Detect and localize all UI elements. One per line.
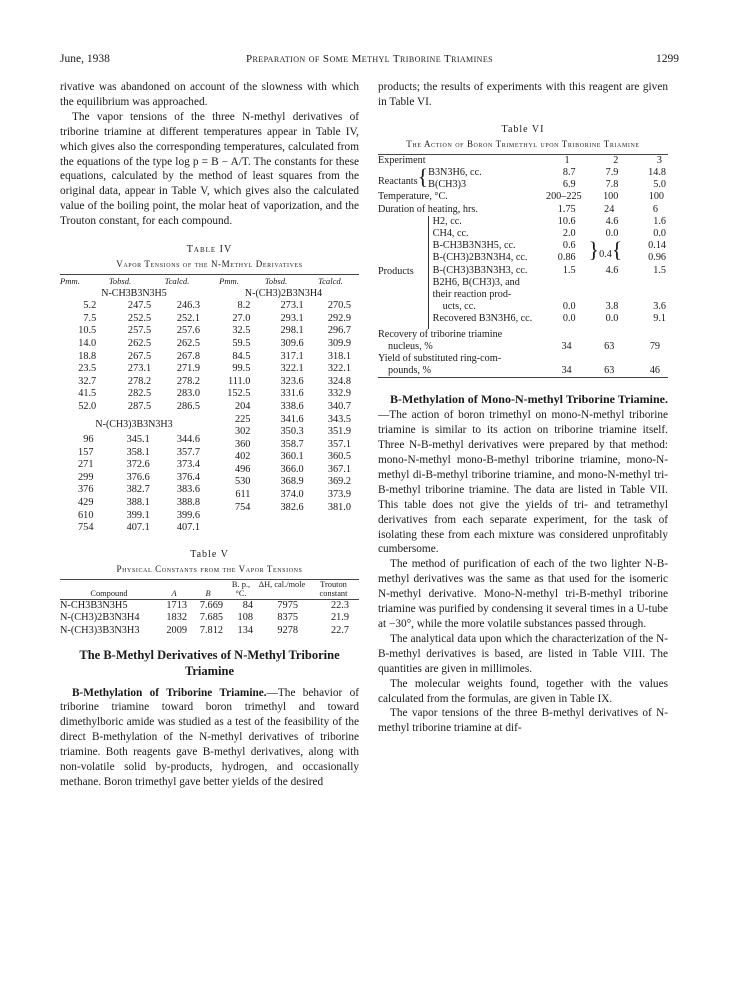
table-cell: 351.9 (327, 426, 351, 438)
table-cell: 6.9 (562, 179, 576, 191)
table-cell: 6 (652, 203, 658, 215)
table-cell: 200–225 (545, 191, 582, 203)
paragraph (378, 392, 668, 557)
table-row (208, 388, 359, 401)
row-label (378, 164, 429, 191)
table-cell: 292.9 (327, 312, 351, 324)
table-row (60, 313, 208, 326)
table-row (208, 464, 359, 477)
table-iv (60, 274, 359, 535)
table-cell: 331.6 (280, 388, 304, 400)
merged-value: 0.4 (599, 249, 612, 261)
table-cell: 18.8 (78, 350, 97, 362)
table-row (208, 476, 359, 489)
table-cell: 383.6 (176, 484, 200, 496)
table-cell: 323.6 (280, 375, 304, 387)
table-cell: 3.6 (653, 301, 666, 313)
table-row (208, 439, 359, 452)
table-row (208, 300, 359, 313)
table-row (208, 325, 359, 338)
table-cell: 369.2 (327, 476, 351, 488)
table-cell: 273.1 (127, 363, 152, 375)
row-label: pounds, % (388, 365, 432, 377)
section-heading: The B-Methyl Derivatives of N-Methyl Triborine Triamine (79, 647, 340, 678)
compound-name: N-(CH3)3B3N3H3 (60, 624, 140, 636)
table-cell: 7.5 (83, 312, 97, 324)
paragraph: rivative was abandoned on account of the slowness with which the equilibrium was approached. (60, 81, 359, 108)
table-cell: 388.1 (126, 497, 150, 509)
table-row (208, 351, 359, 364)
table-header: ΔH, cal./mole (258, 579, 306, 589)
table-cell: 252.5 (127, 312, 152, 324)
table-cell: 530 (234, 476, 251, 488)
row-label: Recovered B3N3H6, cc. (432, 313, 533, 325)
table-cell: 278.2 (176, 375, 200, 387)
table-cell: 358.7 (280, 438, 304, 450)
table-cell: 0.6 (562, 240, 576, 252)
table-cell: 611 (235, 489, 251, 501)
table-cell: 399.1 (126, 509, 150, 521)
row-label: their reaction prod- (432, 288, 512, 300)
table-cell: 345.1 (126, 434, 150, 446)
table-cell: 108 (237, 612, 253, 624)
row-label: Experiment (378, 154, 426, 166)
table-cell: 1.75 (557, 203, 576, 215)
table-cell: 225 (234, 413, 251, 425)
table-cell: 4.6 (605, 264, 619, 276)
row-label: Yield of substituted ring-com- (378, 352, 502, 364)
table-v-title: Table V (190, 548, 229, 560)
table-cell: 302 (234, 426, 251, 438)
row-label: CH4, cc. (432, 227, 469, 239)
table-cell: 9278 (277, 624, 298, 636)
table-cell: 360.5 (327, 451, 351, 463)
table-row (60, 376, 208, 389)
table-cell: 1.5 (562, 264, 576, 276)
table-cell: 84.5 (232, 350, 251, 362)
table-cell: 9.1 (653, 313, 666, 325)
table-row (60, 401, 208, 414)
table-cell: 262.5 (176, 337, 200, 349)
row-label: Temperature, °C. (378, 191, 448, 203)
table-cell: 270.5 (327, 300, 351, 312)
table-cell: 293.1 (280, 312, 304, 324)
left-column (60, 80, 359, 790)
table-cell: 374.0 (280, 489, 304, 501)
table-cell: 100 (648, 191, 664, 203)
table-cell: 2 (613, 154, 619, 166)
paragraph: The method of purification of each of the two lighter N-B-methyl derivatives was the same as that used for the isomeric N-methyl derivative. Mono-N-methyl tri-B-methyl triborine triamine was purified by condensing it several times in a U-tube at −30°, while the more volatile substances passed through. (378, 558, 668, 630)
paragraph: The molecular weights found, together with the values calculated from the formulas, are given in Table IX. (378, 677, 668, 705)
table-cell: 10.5 (78, 325, 97, 337)
paragraph: products; the results of experiments with this reagent are given in Table VI. (378, 81, 668, 108)
table-cell: 8.7 (562, 166, 576, 178)
table-cell: 79 (649, 340, 660, 352)
table-cell: 299 (78, 471, 94, 483)
table-vi-caption: The Action of Boron Trimethyl upon Triborine Triamine (406, 138, 640, 149)
table-row (208, 451, 359, 464)
table-cell: 1.6 (653, 215, 666, 227)
table-cell: 99.5 (232, 363, 251, 375)
table-row (60, 522, 208, 535)
table-iv-title: Table IV (186, 244, 233, 256)
brace-glyph: } (588, 237, 600, 263)
table-row (60, 447, 208, 460)
table-cell: 372.6 (126, 459, 150, 471)
table-header: Tcalcd. (164, 275, 190, 286)
table-cell: 7.812 (199, 624, 223, 636)
table-cell: 262.5 (127, 337, 152, 349)
table-cell: 388.8 (176, 497, 200, 509)
table-row (60, 472, 208, 485)
table-cell: 2009 (166, 624, 187, 636)
table-cell: 3.8 (605, 301, 619, 313)
compound-header: N-CH3B3N3H5 (101, 287, 167, 299)
table-row (208, 502, 359, 515)
table-row (208, 426, 359, 439)
table-cell: 14.0 (78, 337, 97, 349)
table-cell: 34 (561, 365, 572, 377)
table-cell: 0.0 (562, 313, 576, 325)
table-cell: 1713 (166, 599, 187, 611)
table-cell: 344.6 (176, 434, 200, 446)
compound-header: N-(CH3)2B3N3H4 (244, 287, 323, 299)
paragraph-text: —The behavior of triborine triamine toward boron trimethyl and toward dimethylboric amide was studied as a test of the feasibility of the direct B-methylation of the N-methyl derivatives of triborine triamine. Both reagents gave B-methyl derivatives, along with non-volatile solid by-products, hydrogen, and occasionally methane. Boron trimethyl gave better yields of the desired (60, 686, 359, 788)
table-cell: 4.6 (605, 215, 619, 227)
table-cell: 2.0 (562, 227, 576, 239)
table-cell: 34 (561, 340, 572, 352)
table-cell: 8375 (277, 612, 298, 624)
table-cell: 257.6 (176, 325, 200, 337)
table-row (60, 351, 208, 364)
table-cell: 21.9 (330, 612, 349, 624)
brace-glyph: { (417, 164, 429, 190)
brace-glyph: { (611, 237, 623, 263)
table-cell: 382.7 (126, 484, 150, 496)
run-in-heading: B-Methylation of Triborine Triamine. (72, 686, 267, 699)
table-v (60, 579, 359, 638)
row-label: ucts, cc. (442, 301, 476, 313)
table-cell: 52.0 (78, 400, 97, 412)
compound-name: N-CH3B3N3H5 (60, 599, 128, 611)
table-cell: 46 (649, 365, 660, 377)
table-iv-caption: Vapor Tensions of the N-Methyl Derivatives (116, 258, 303, 269)
row-label: B-(CH3)2B3N3H4, cc. (432, 252, 528, 264)
page-number: 1299 (656, 53, 679, 65)
table-cell: 376 (78, 484, 94, 496)
table-row (208, 414, 359, 427)
table-cell: 399.6 (176, 509, 200, 521)
table-cell: 3 (656, 154, 662, 166)
row-label: nucleus, % (388, 340, 433, 352)
table-cell: 32.5 (232, 325, 251, 337)
table-cell: 429 (78, 497, 94, 509)
table-cell: 340.7 (327, 400, 351, 412)
table-cell: 0.14 (648, 240, 666, 252)
right-column (378, 80, 668, 736)
row-label: H2, cc. (432, 215, 462, 227)
table-cell: 5.0 (653, 179, 666, 191)
compound-name: N-(CH3)2B3N3H4 (60, 612, 140, 624)
table-row (60, 459, 208, 472)
table-cell: 152.5 (227, 388, 251, 400)
table-cell: 278.2 (127, 375, 152, 387)
header-title: Preparation of Some Methyl Triborine Triamines (246, 53, 493, 65)
table-cell: 267.8 (176, 350, 200, 362)
table-cell: 273.1 (280, 300, 304, 312)
table-row (60, 338, 208, 351)
table-row (60, 434, 208, 447)
table-cell: 96 (83, 434, 94, 446)
table-cell: 1 (564, 154, 570, 166)
compound-header: N-(CH3)3B3N3H3 (95, 418, 173, 430)
table-cell: 23.5 (78, 363, 97, 375)
table-cell: 283.0 (176, 388, 200, 400)
table-cell: 246.3 (176, 300, 200, 312)
table-row (60, 363, 208, 376)
reactants-label: Reactants (378, 176, 418, 188)
table-cell: 282.5 (127, 388, 152, 400)
table-cell: 296.7 (327, 325, 351, 337)
table-cell: 7.685 (199, 612, 223, 624)
paragraph: The vapor tensions of the three N-methyl derivatives of triborine triamine at different temperatures appear in Table IV, which gives also the corresponding temperatures, calculated from the equations of the type log p = B − A/T. The constants for these equations, calculated by the method of least squares from the original data, appear in Table V, which gives also the calculated value of the boiling point, the molar heat of vaporization, and the Trouton constant, for each compound. (60, 110, 359, 228)
row-label: Products (378, 216, 428, 329)
table-cell: 59.5 (232, 337, 251, 349)
table-header: Tcalcd. (318, 275, 343, 286)
table-v-caption: Physical Constants from the Vapor Tensions (116, 563, 303, 574)
row-label: B-CH3B3N3H5, cc. (432, 240, 516, 252)
running-header (60, 52, 679, 66)
table-cell: 360 (234, 438, 251, 450)
table-cell: 247.5 (127, 300, 152, 312)
table-cell: 496 (234, 463, 251, 475)
table-header: Compound (90, 589, 128, 599)
table-row (208, 401, 359, 414)
table-cell: 754 (234, 501, 251, 513)
table-cell: 366.0 (280, 463, 304, 475)
table-header: Trouton constant (319, 579, 348, 599)
table-row (60, 497, 208, 510)
table-iv-block-a (60, 300, 208, 413)
table-cell: 7.8 (605, 179, 619, 191)
table-cell: 84 (242, 599, 253, 611)
table-cell: 24 (604, 203, 615, 215)
row-label: B2H6, B(CH3)3, and (432, 276, 520, 288)
table-cell: 257.5 (127, 325, 152, 337)
table-row (60, 599, 359, 612)
table-cell: 318.1 (327, 350, 351, 362)
table-cell: 382.6 (280, 501, 304, 513)
table-cell: 157 (78, 446, 94, 458)
table-cell: 367.1 (327, 463, 351, 475)
row-label: B-(CH3)3B3N3H3, cc. (432, 264, 528, 276)
table-cell: 10.6 (557, 215, 576, 227)
table-cell: 373.9 (327, 489, 351, 501)
table-cell: 298.1 (280, 325, 304, 337)
table-cell: 22.3 (330, 599, 349, 611)
table-cell: 22.7 (330, 624, 349, 636)
table-cell: 322.1 (280, 363, 304, 375)
table-cell: 0.0 (605, 227, 619, 239)
table-cell: 357.1 (327, 438, 351, 450)
table-cell: 402 (234, 451, 251, 463)
table-cell: 0.0 (562, 301, 576, 313)
table-cell: 317.1 (280, 350, 304, 362)
table-cell: 322.1 (327, 363, 351, 375)
table-cell: 8.2 (237, 300, 251, 312)
table-cell: 32.7 (78, 375, 97, 387)
table-cell: 271.9 (176, 363, 200, 375)
table-cell: 7975 (277, 599, 298, 611)
table-header: Pmm. (219, 275, 239, 286)
table-cell: 5.2 (83, 300, 97, 312)
table-cell: 332.9 (327, 388, 351, 400)
table-row (60, 300, 208, 313)
table-row (60, 484, 208, 497)
table-header: Tobsd. (108, 275, 132, 286)
table-cell: 309.6 (280, 337, 304, 349)
table-cell: 407.1 (126, 522, 150, 534)
paragraph-text: —The action of boron trimethyl on mono-N-methyl triborine triamine is similar to its action on triborine triamine itself. Three N-B-methyl derivatives were prepared by that method: mono-N-methyl mono-B-methyl triborine triamine, mono-N-methyl di-B-methyl triborine triamine, and mono-N-methyl tri-B-methyl triborine triamine. The data are listed in Table VII. This table does not give the yields of tri- and tetramethyl derivatives from each separate experiment, for the task of isolating these from each mixture was considered unprofitably cumbersome. (378, 409, 668, 556)
table-cell: 324.8 (327, 375, 351, 387)
table-cell: 360.1 (280, 451, 304, 463)
row-label: B3N3H6, cc. (428, 166, 482, 178)
table-vi (378, 154, 668, 379)
table-row (60, 325, 208, 338)
table-cell: 134 (237, 624, 253, 636)
table-row (208, 313, 359, 326)
paragraph: The vapor tensions of the three B-methyl derivatives of N-methyl triborine triamine at dif- (378, 707, 668, 735)
table-cell: 1.5 (653, 264, 666, 276)
table-vi-title: Table VI (501, 123, 545, 135)
table-cell: 610 (78, 509, 94, 521)
table-cell: 111.0 (227, 375, 251, 387)
table-cell: 100 (603, 191, 619, 203)
table-cell (582, 237, 625, 264)
table-cell: 204 (234, 400, 251, 412)
table-cell: 309.9 (327, 337, 351, 349)
table-cell: 358.1 (126, 446, 150, 458)
table-cell: 381.0 (327, 501, 351, 513)
table-row (208, 489, 359, 502)
row-label: B(CH3)3 (428, 179, 467, 191)
table-cell: 407.1 (176, 522, 200, 534)
table-cell: 0.86 (557, 252, 576, 264)
table-cell: 252.1 (176, 312, 200, 324)
table-cell: 63 (604, 365, 615, 377)
table-cell: 7.669 (199, 599, 223, 611)
table-row (208, 363, 359, 376)
table-header: B (205, 589, 211, 599)
row-label: Recovery of triborine triamine (378, 328, 503, 340)
table-cell: 338.6 (280, 400, 304, 412)
table-cell: 271 (78, 459, 94, 471)
table-cell: 376.4 (176, 471, 200, 483)
paragraph (60, 686, 359, 790)
table-cell: 368.9 (280, 476, 304, 488)
table-header: Pmm. (60, 275, 80, 286)
table-cell: 373.4 (176, 459, 200, 471)
table-row (60, 510, 208, 523)
table-cell: 376.6 (126, 471, 150, 483)
table-cell: 27.0 (232, 312, 251, 324)
header-date: June, 1938 (60, 53, 110, 65)
table-header: B. p., °C. (231, 579, 251, 599)
table-cell: 41.5 (78, 388, 97, 400)
run-in-heading: B-Methylation of Mono-N-methyl Triborine Triamine. (390, 392, 668, 407)
table-cell: 14.8 (648, 166, 666, 178)
table-row (208, 338, 359, 351)
table-cell: 0.96 (648, 252, 666, 264)
table-iv-block-c (60, 434, 208, 535)
table-row (60, 625, 359, 638)
paragraph: The analytical data upon which the characterization of the N-B-methyl derivatives is based, are listed in Table VIII. The quantities are given in millimoles. (378, 632, 668, 675)
table-cell: 287.5 (127, 400, 152, 412)
table-header: A (171, 589, 177, 599)
table-row (60, 612, 359, 625)
table-cell: 0.0 (653, 227, 666, 239)
table-cell: 350.3 (280, 426, 304, 438)
table-cell: 0.0 (605, 313, 619, 325)
table-cell: 286.5 (176, 400, 200, 412)
table-cell: 1832 (166, 612, 187, 624)
table-cell: 63 (604, 340, 615, 352)
table-cell: 341.6 (280, 413, 304, 425)
table-row (60, 388, 208, 401)
table-header: Tobsd. (264, 275, 288, 286)
table-cell: 343.5 (327, 413, 351, 425)
table-cell: 357.7 (176, 446, 200, 458)
table-cell: 7.9 (605, 166, 619, 178)
table-cell: 267.5 (127, 350, 152, 362)
table-row (208, 376, 359, 389)
table-iv-block-b (208, 300, 359, 514)
table-cell: 754 (78, 522, 94, 534)
row-label: Duration of heating, hrs. (378, 203, 478, 215)
